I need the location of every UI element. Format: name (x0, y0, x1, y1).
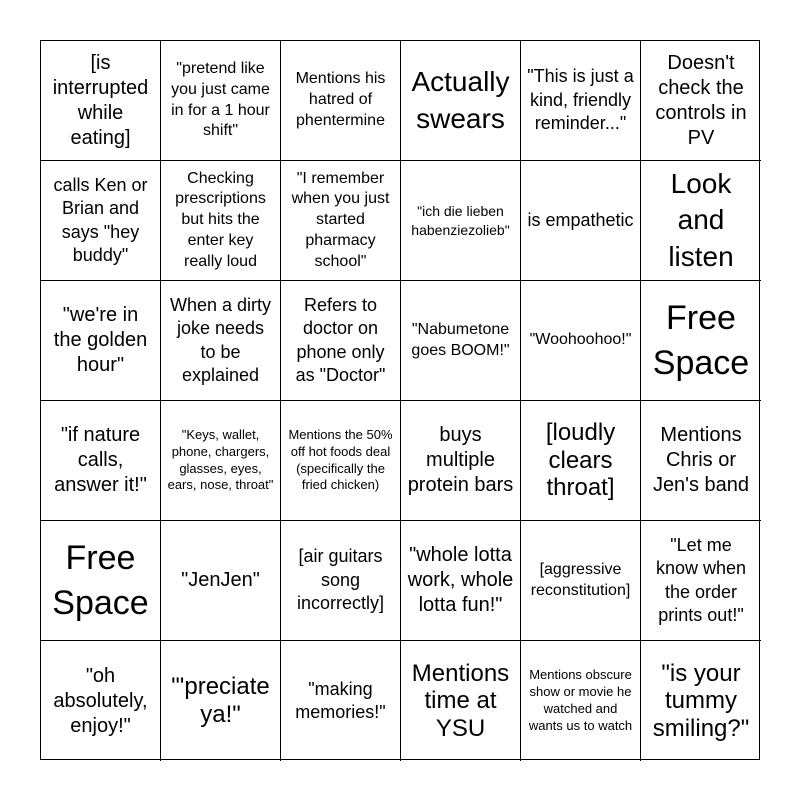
bingo-cell[interactable]: [is interrupted while eating] (41, 41, 161, 161)
bingo-cell[interactable]: buys multiple protein bars (401, 401, 521, 521)
bingo-cell[interactable]: "This is just a kind, friendly reminder..." (521, 41, 641, 161)
bingo-cell[interactable]: calls Ken or Brian and says "hey buddy" (41, 161, 161, 281)
bingo-cell[interactable]: "pretend like you just came in for a 1 hour shift" (161, 41, 281, 161)
bingo-cell[interactable]: "making memories!" (281, 641, 401, 761)
bingo-cell[interactable]: "Nabumetone goes BOOM!" (401, 281, 521, 401)
bingo-cell[interactable]: "Let me know when the order prints out!" (641, 521, 761, 641)
bingo-cell[interactable]: "Woohoohoo!" (521, 281, 641, 401)
bingo-cell[interactable]: Actually swears (401, 41, 521, 161)
bingo-cell-free-space[interactable]: Free Space (41, 521, 161, 641)
bingo-cell[interactable]: When a dirty joke needs to be explained (161, 281, 281, 401)
bingo-cell[interactable]: Mentions time at YSU (401, 641, 521, 761)
bingo-cell[interactable]: Look and listen (641, 161, 761, 281)
bingo-cell[interactable]: "'preciate ya!" (161, 641, 281, 761)
bingo-cell[interactable]: "oh absolutely, enjoy!" (41, 641, 161, 761)
bingo-cell[interactable]: Mentions the 50% off hot foods deal (specifically the fried chicken) (281, 401, 401, 521)
bingo-cell[interactable]: [air guitars song incorrectly] (281, 521, 401, 641)
bingo-cell[interactable]: "JenJen" (161, 521, 281, 641)
bingo-cell[interactable]: "whole lotta work, whole lotta fun!" (401, 521, 521, 641)
bingo-cell[interactable]: Checking prescriptions but hits the enter key really loud (161, 161, 281, 281)
bingo-cell[interactable]: Mentions his hatred of phentermine (281, 41, 401, 161)
bingo-cell[interactable]: "I remember when you just started pharmacy school" (281, 161, 401, 281)
bingo-cell[interactable]: Mentions Chris or Jen's band (641, 401, 761, 521)
bingo-cell[interactable]: "ich die lieben habenziezolieb" (401, 161, 521, 281)
bingo-cell[interactable]: is empathetic (521, 161, 641, 281)
bingo-cell[interactable]: Doesn't check the controls in PV (641, 41, 761, 161)
bingo-cell[interactable]: Mentions obscure show or movie he watched and wants us to watch (521, 641, 641, 761)
bingo-cell[interactable]: "Keys, wallet, phone, chargers, glasses, eyes, ears, nose, throat" (161, 401, 281, 521)
bingo-cell[interactable]: "we're in the golden hour" (41, 281, 161, 401)
bingo-cell-free-space[interactable]: Free Space (641, 281, 761, 401)
bingo-cell[interactable]: "if nature calls, answer it!" (41, 401, 161, 521)
bingo-cell[interactable]: "is your tummy smiling?" (652, 659, 750, 742)
bingo-board (40, 40, 760, 760)
bingo-cell[interactable]: [loudly clears throat] (521, 401, 641, 521)
bingo-cell[interactable]: [aggressive reconstitution] (521, 521, 641, 641)
bingo-cell[interactable]: Refers to doctor on phone only as "Doctor" (281, 281, 401, 401)
